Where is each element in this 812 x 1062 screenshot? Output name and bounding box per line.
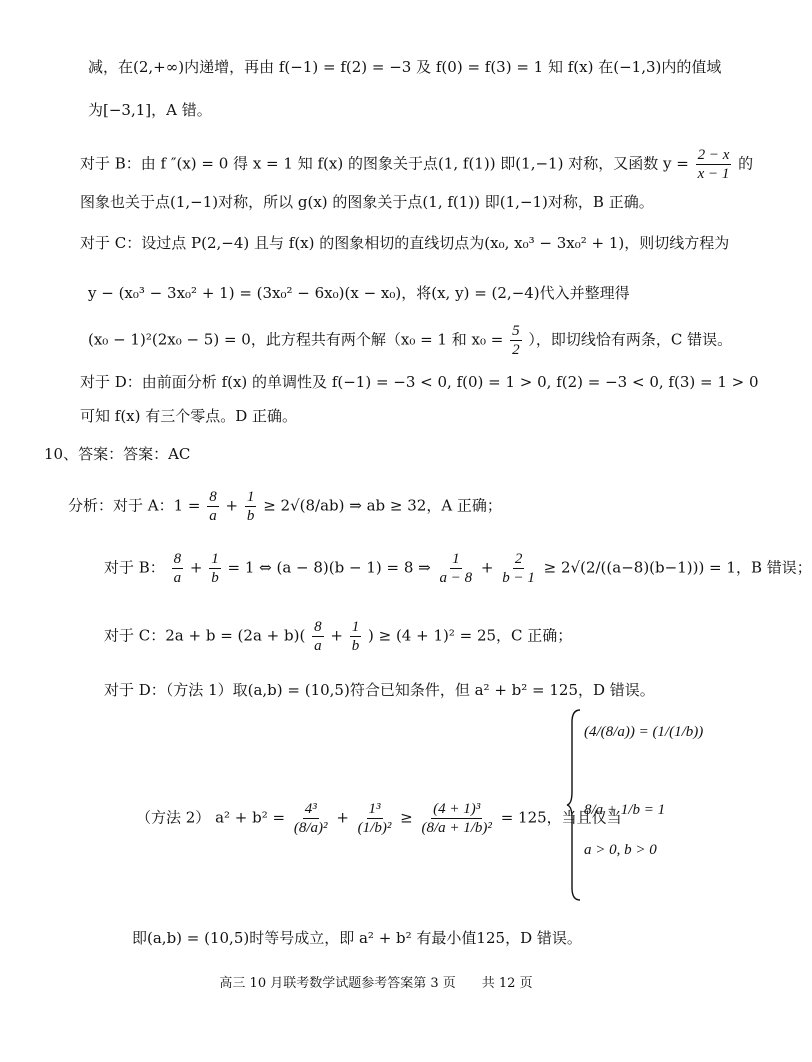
text-segment: ），即切线恰有两条，C 错误。 xyxy=(528,330,733,349)
text-line xyxy=(88,322,732,359)
numerator: 2 − x xyxy=(697,147,730,163)
case-condition: 8/a + 1/b = 1 xyxy=(584,802,666,818)
plus-sign: + xyxy=(189,558,203,577)
text-line xyxy=(104,550,812,587)
text-segment: 分析：对于 A：1 = xyxy=(68,496,201,515)
text-segment: 对于 B：由 f ″(x) = 0 得 x = 1 知 f(x) 的图象关于点(1, f(1)) 即(1,−1) 对称，又函数 y = xyxy=(80,154,689,173)
fraction xyxy=(350,618,362,655)
numerator: 5 xyxy=(512,323,520,339)
numerator: 1 xyxy=(452,551,460,567)
fraction xyxy=(312,618,324,655)
denominator: b − 1 xyxy=(502,570,535,586)
plus-sign: + xyxy=(330,626,343,645)
fraction xyxy=(172,550,184,587)
fraction xyxy=(419,800,493,837)
numerator: 1 xyxy=(246,489,255,505)
fraction xyxy=(510,322,522,359)
plus-sign: + xyxy=(225,496,239,515)
case-condition: (4/(8/a)) = (1/(1/b)) xyxy=(584,724,704,740)
denominator: a − 8 xyxy=(439,570,473,586)
text-line: 对于 D：由前面分析 f(x) 的单调性及 f(−1) = −3 < 0, f(0) = 1 > 0, f(2) = −3 < 0, f(3) = 1 > 0 xyxy=(80,373,759,391)
text-segment: ≥ 2√(8/ab) ⇒ ab ≥ 32，A 正确； xyxy=(263,496,502,515)
fraction xyxy=(500,550,537,587)
plus-sign: + xyxy=(480,558,494,577)
text-segment: 对于 C：2a + b = (2a + b)( xyxy=(104,626,306,645)
text-line: 减，在(2,+∞)内递增，再由 f(−1) = f(2) = −3 及 f(0) = f(3) = 1 知 f(x) 在(−1,3)内的值域 xyxy=(88,58,722,76)
text-line: 图象也关于点(1,−1)对称，所以 g(x) 的图象关于点(1, f(1)) 即(1,−1)对称，B 正确。 xyxy=(80,193,654,211)
numerator: 8 xyxy=(173,551,182,567)
denominator: 2 xyxy=(512,342,520,358)
text-line: 即(a,b) = (10,5)时等号成立，即 a² + b² 有最小值125，D 错误。 xyxy=(132,929,582,947)
text-segment: 的 xyxy=(738,154,754,173)
text-segment: ≥ xyxy=(400,808,413,827)
text-segment: = 125，当且仅当 xyxy=(500,808,622,827)
numerator: 1 xyxy=(351,619,360,635)
case-condition: a > 0, b > 0 xyxy=(584,842,657,858)
denominator: a xyxy=(173,570,182,586)
text-segment: = 1 ⇔ (a − 8)(b − 1) = 8 ⇒ xyxy=(227,558,431,577)
denominator: a xyxy=(314,638,322,654)
text-line: y − (x₀³ − 3x₀² + 1) = (3x₀² − 6x₀)(x − x₀)，将(x, y) = (2,−4)代入并整理得 xyxy=(88,284,630,302)
text-line: 对于 C：设过点 P(2,−4) 且与 f(x) 的图象相切的直线切点为(x₀, x₀³ − 3x₀² + 1)，则切线方程为 xyxy=(80,234,730,252)
text-segment: ≥ 2√(2/((a−8)(b−1))) = 1，B 错误； xyxy=(543,558,812,577)
fraction xyxy=(209,550,221,587)
numerator: 4³ xyxy=(304,801,317,817)
text-segment: （方法 2） a² + b² = xyxy=(136,808,286,827)
text-line xyxy=(80,146,753,183)
answer-heading: 10、答案：答案：AC xyxy=(44,445,191,463)
denominator: (8/a)² xyxy=(293,820,328,836)
text-line: 为[−3,1]，A 错。 xyxy=(88,101,212,119)
denominator: (8/a + 1/b)² xyxy=(421,820,492,836)
denominator: (1/b)² xyxy=(357,820,392,836)
text-segment: 对于 B： xyxy=(104,558,165,577)
fraction xyxy=(438,550,475,587)
text-line: 对于 D：（方法 1）取(a,b) = (10,5)符合已知条件，但 a² + b² = 125，D 错误。 xyxy=(104,681,655,699)
page-footer: 高三 10 月联考数学试题参考答案第 3 页 共 12 页 xyxy=(219,976,533,991)
left-brace xyxy=(566,708,582,902)
numerator: 2 xyxy=(514,551,523,567)
fraction xyxy=(292,800,330,837)
text-line: 可知 f(x) 有三个零点。D 正确。 xyxy=(80,407,298,425)
denominator: a xyxy=(209,508,217,524)
denominator: x − 1 xyxy=(697,166,730,182)
fraction xyxy=(245,488,257,525)
denominator: b xyxy=(351,638,360,654)
text-line xyxy=(104,618,572,655)
numerator: 1³ xyxy=(368,801,381,817)
denominator: b xyxy=(211,570,219,586)
denominator: b xyxy=(246,508,255,524)
plus-sign: + xyxy=(336,808,349,827)
fraction xyxy=(356,800,394,837)
text-segment: (x₀ − 1)²(2x₀ − 5) = 0，此方程共有两个解（x₀ = 1 和 x₀ = xyxy=(88,330,504,349)
fraction xyxy=(696,146,732,183)
text-segment: ) ≥ (4 + 1)² = 25，C 正确； xyxy=(368,626,573,645)
fraction xyxy=(207,488,219,525)
numerator: 8 xyxy=(209,489,217,505)
numerator: 8 xyxy=(314,619,322,635)
text-line xyxy=(136,800,622,837)
text-line xyxy=(68,488,502,525)
numerator: 1 xyxy=(211,551,219,567)
numerator: (4 + 1)³ xyxy=(433,801,481,817)
